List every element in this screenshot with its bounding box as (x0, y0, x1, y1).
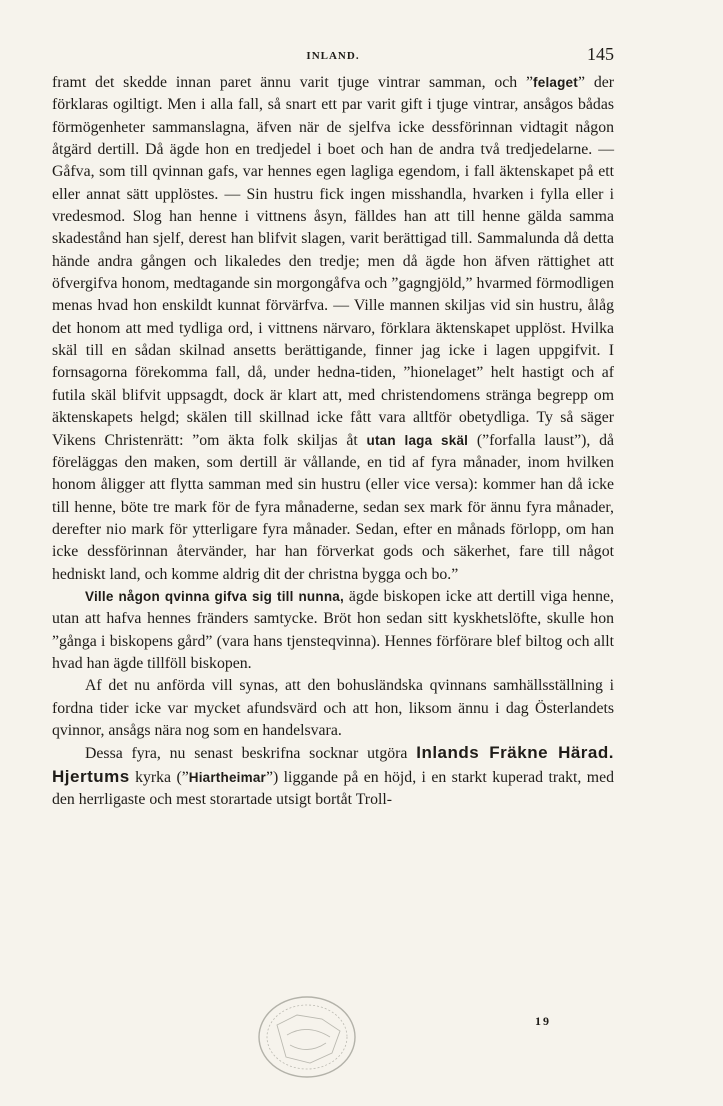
emphasized-text: utan laga skäl (366, 432, 469, 448)
body-text (52, 72, 614, 811)
place-name: Hjertums (52, 766, 130, 786)
body-paragraph (52, 586, 614, 675)
body-paragraph (52, 742, 614, 811)
page-number: 145 (587, 44, 614, 64)
text-run: (”forfalla laust”), då föreläggas den maken, som dertill är vållande, en tid af fyra månader, inom hvilken honom åligger att flytta samman med sin hustru (eller vice versa): kommer han då icke till henne, böte tre mark för de fyra månaderne, sedan sex mark för ännu fyra månader, derefter nio mark för ytterligare fyra månader. Sedan, efter en månads förlopp, om han icke dessförinnan återvänder, har han förverkat gods och säkerhet, fare till något hedniskt land, och komme aldrig dit der christna bygga och bo.” (52, 431, 614, 583)
emphasized-text: felaget (533, 75, 578, 90)
text-run: ”) liggande på en höjd, i en starkt kuperad trakt, med den herrligaste och mest storartade utsigt bortåt Troll- (52, 768, 614, 808)
text-run: framt det skedde innan paret ännu varit tjuge vintrar samman, och ” (52, 74, 534, 91)
emphasized-text: Hiartheimar (188, 769, 266, 785)
page-header (52, 44, 614, 66)
text-run: kyrka (” (129, 768, 189, 786)
running-title: INLAND. (306, 50, 360, 62)
text-run: Dessa fyra, nu senast beskrifna socknar utgöra (85, 745, 417, 763)
body-paragraph (52, 72, 614, 586)
text-run: ägde biskopen icke att dertill viga henne, utan att hafva hennes fränders samtycke. Bröt hon sedan sitt kyskhetslöfte, skulle hon ”gånga i biskopens gård” (vara hans tjensteqvinna). Hennes förförare blef biltog och allt hvad han ägde tillföll biskopen. (52, 587, 615, 672)
body-paragraph (52, 675, 614, 742)
place-name: Inlands Fräkne Härad. (416, 743, 614, 763)
text-run: Af det nu anförda vill synas, att den bohusländska qvinnans samhällsställning i fordna tider icke var mycket afundsvärd och att hon, liksom ännu i dag Österlandets qvinnor, ansågs nära nog som en handelsvara. (52, 677, 614, 739)
library-stamp-icon (252, 985, 362, 1085)
emphasized-text: Ville någon qvinna gifva sig till nunna, (85, 588, 344, 604)
signature-mark: 19 (535, 1014, 551, 1028)
text-run: ” der förklaras ogiltigt. Men i alla fall, så snart ett par varit gift i tjuge vintrar, ansågos bådas förmögenheter sammanslagna, äfven när de sjelfva icke dessförinnan vidtagit någon åtgärd dertill. Då ägde hon en tredjedel i boet och han de andra två tredjedelarne. — Gåfva, som till qvinnan gafs, var hennes egen lagliga egendom, i fall äktenskapet på ett eller annat sätt upplöstes. — Sin hustru fick ingen misshandla, hvarken i fylla eller i vredesmod. Slog han henne i vittnens åsyn, fälldes han att till henne gälda samma skadestånd han sjelf, derest han blifvit slagen, varit berättigad till. Sammalunda då detta hände andra gången och likaledes den tredje; men då ägde hon äfven rättighet att öfvergifva honom, medtagande sin morgongåfva och ”gagngjöld,” hvarmed förmodligen menas hvad hon enskildt kunnat förvärfva. — Ville mannen skiljas vid sin hustru, ålåg det honom att med tydliga ord, i vittnens närvaro, förklara äktenskapet upplöst. Hvilka skäl till en sådan skilnad ansetts berättigande, finner jag icke i lagen uppgifvit. I fornsagorna förekomma fall, då, under hedna-tiden, ”hionelaget” helt hastigt och af futila skäl blifvit uppsagdt, dock är klart att, med christendomens stränga begrepp om äktenskapets helgd; skälen till skillnad icke fått vara alltför obetydliga. Ty så säger Vikens Christenrätt: ”om äkta folk skiljas åt (52, 74, 614, 449)
